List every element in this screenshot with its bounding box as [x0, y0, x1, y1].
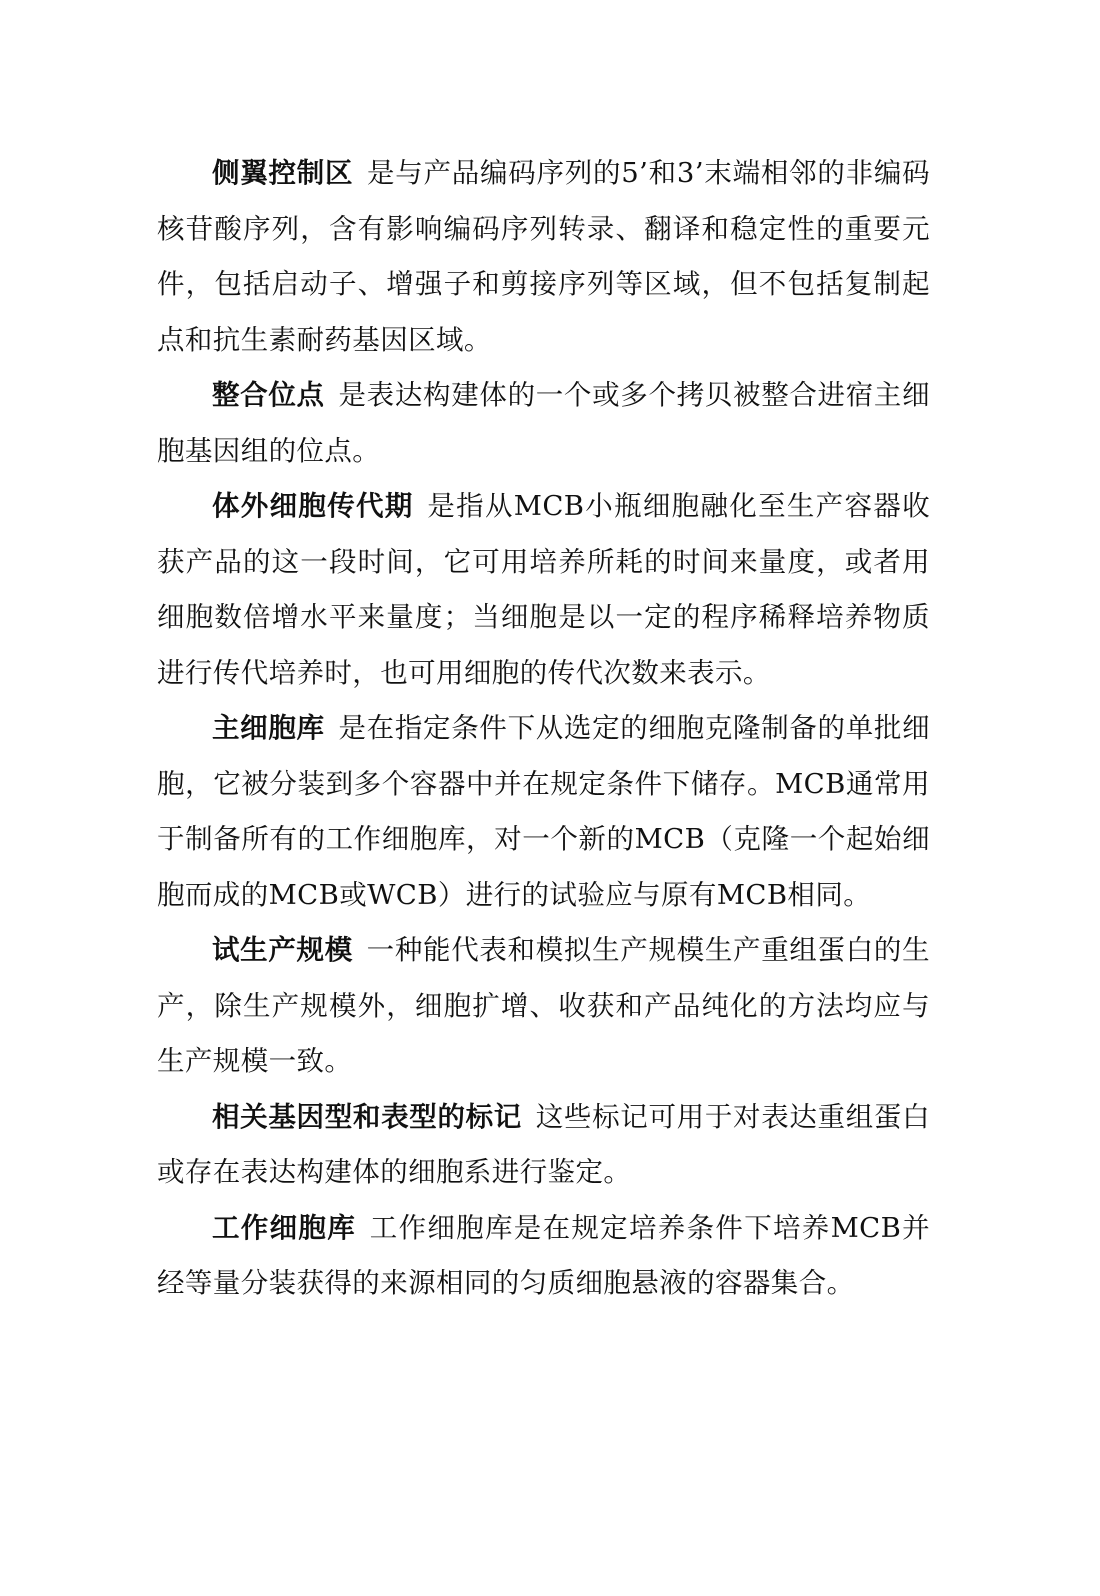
- definition-paragraph-pilot-scale: [157, 923, 930, 1090]
- definition-paragraph-flanking-control-region: [157, 146, 930, 368]
- definition-paragraph-integration-site: [157, 368, 930, 479]
- document-body: [157, 146, 930, 1312]
- definition-term: 侧翼控制区: [212, 157, 354, 189]
- definition-text: 一种能代表和模拟生产规模生产重组蛋白的生产，除生产规模外，细胞扩增、收获和产品纯化的方法均应与生产规模一致。: [157, 934, 930, 1077]
- definition-text: 是与产品编码序列的5’和3’末端相邻的非编码核苷酸序列，含有影响编码序列转录、翻译和稳定性的重要元件，包括启动子、增强子和剪接序列等区域，但不包括复制起点和抗生素耐药基因区域。: [157, 157, 930, 356]
- definition-text: 是在指定条件下从选定的细胞克隆制备的单批细胞，它被分装到多个容器中并在规定条件下储存。MCB通常用于制备所有的工作细胞库，对一个新的MCB（克隆一个起始细胞而成的MCB或WCB）进行的试验应与原有MCB相同。: [157, 712, 930, 911]
- definition-paragraph-genotypic-phenotypic-markers: [157, 1090, 930, 1201]
- definition-text: 工作细胞库是在规定培养条件下培养MCB并经等量分装获得的来源相同的匀质细胞悬液的容器集合。: [157, 1211, 931, 1299]
- definition-text: 是表达构建体的一个或多个拷贝被整合进宿主细胞基因组的位点。: [157, 379, 930, 467]
- definition-paragraph-working-cell-bank: [157, 1201, 930, 1312]
- definition-term: 试生产规模: [212, 934, 353, 966]
- definition-paragraph-master-cell-bank: [157, 701, 930, 923]
- definition-term: 主细胞库: [212, 712, 325, 744]
- definition-term: 相关基因型和表型的标记: [212, 1100, 522, 1133]
- definition-term: 工作细胞库: [212, 1211, 357, 1244]
- definition-term: 整合位点: [212, 379, 325, 411]
- definition-paragraph-in-vitro-cell-age: [157, 479, 930, 701]
- definition-text: 是指从MCB小瓶细胞融化至生产容器收获产品的这一段时间，它可用培养所耗的时间来量度，或者用细胞数倍增水平来量度；当细胞是以一定的程序稀释培养物质进行传代培养时，也可用细胞的传代次数来表示。: [157, 490, 930, 689]
- definition-text: 这些标记可用于对表达重组蛋白或存在表达构建体的细胞系进行鉴定。: [157, 1100, 930, 1188]
- definition-term: 体外细胞传代期: [212, 490, 414, 522]
